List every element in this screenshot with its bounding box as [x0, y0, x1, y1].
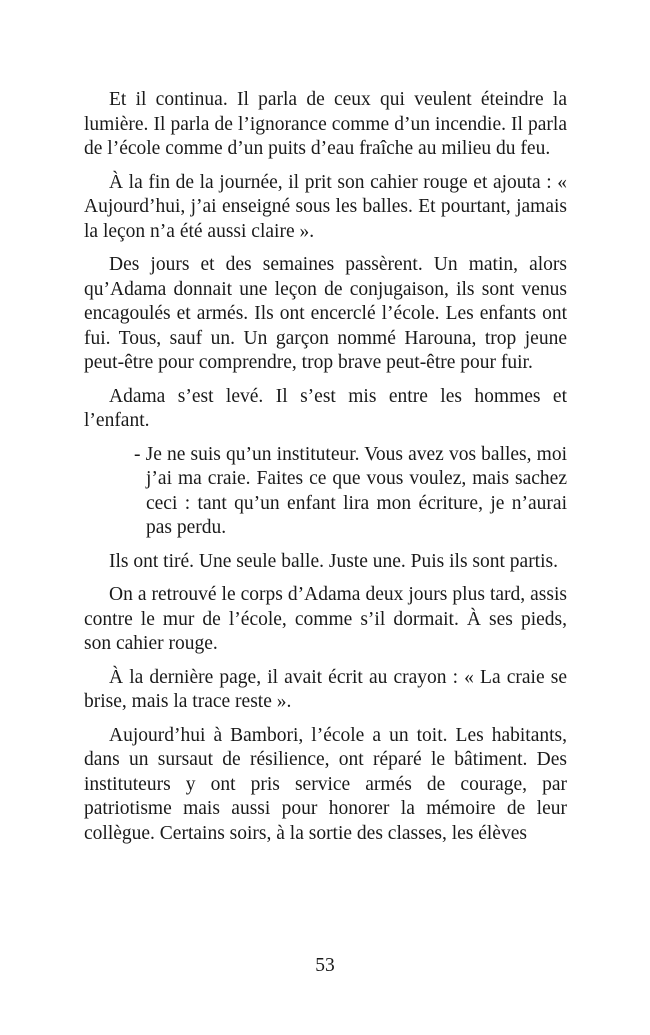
- paragraph-7: On a retrouvé le corps d’Adama deux jours plus tard, assis contre le mur de l’école, comme s’il dormait. À ses pieds, son cahier rouge.: [84, 584, 567, 654]
- paragraph-1: Et il continua. Il parla de ceux qui veulent éteindre la lumière. Il parla de l’ignorance comme d’un incendie. Il parla de l’école comme d’un puits d’eau fraîche au milieu du feu.: [84, 89, 567, 159]
- paragraph-9: Aujourd’hui à Bambori, l’école a un toit. Les habitants, dans un sursaut de résilience, ont réparé le bâtiment. Des instituteurs y ont pris service armés de courage, par patriotisme mais aussi pour honorer la mémoire de leur collègue. Certains soirs, à la sortie des classes, les élèves: [84, 724, 567, 844]
- body-text: [84, 88, 567, 855]
- page-number: 53: [315, 955, 335, 976]
- dialogue-line: - Je ne suis qu’un instituteur. Vous avez vos balles, moi j’ai ma craie. Faites ce que vous voulez, mais sachez ceci : tant qu’un enfant lira mon écriture, je n’aurai pas perdu.: [134, 443, 567, 538]
- paragraph-6: Ils ont tiré. Une seule balle. Juste une. Puis ils sont partis.: [109, 550, 558, 572]
- paragraph-3: Des jours et des semaines passèrent. Un matin, alors qu’Adama donnait une leçon de conjugaison, ils sont venus encagoulés et armés. Ils ont encerclé l’école. Les enfants ont fui. Tous, sauf un. Un garçon nommé Harouna, trop jeune peut-être pour comprendre, trop brave peut-être pour fuir.: [84, 254, 567, 373]
- paragraph-8: À la dernière page, il avait écrit au crayon : « La craie se brise, mais la trace reste ».: [84, 666, 567, 712]
- paragraph-2: À la fin de la journée, il prit son cahier rouge et ajouta : « Aujourd’hui, j’ai enseigné sous les balles. Et pourtant, jamais la leçon n’a été aussi claire ».: [84, 171, 567, 242]
- paragraph-4: Adama s’est levé. Il s’est mis entre les hommes et l’enfant.: [84, 385, 567, 431]
